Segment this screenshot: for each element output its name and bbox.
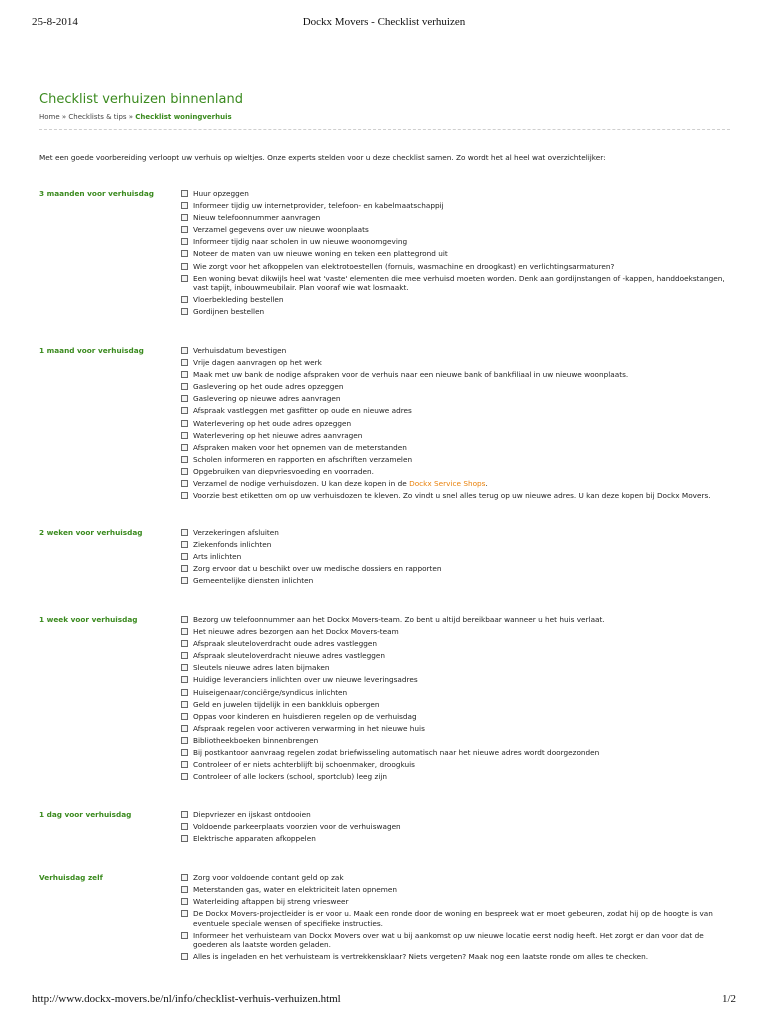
- checklist-item: [181, 651, 731, 661]
- section-heading: Verhuisdag zelf: [39, 873, 103, 882]
- checklist-item-label: Geld en juwelen tijdelijk in een bankkluis opbergen: [193, 699, 380, 709]
- checkbox-icon[interactable]: [181, 275, 188, 282]
- checklist-item: [181, 467, 731, 477]
- checklist-item-label: Controleer of er niets achterblijft bij schoenmaker, droogkuis: [193, 760, 415, 770]
- print-document-title: Dockx Movers - Checklist verhuizen: [302, 16, 466, 28]
- checkbox-icon[interactable]: [181, 444, 188, 451]
- checkbox-icon[interactable]: [181, 541, 188, 548]
- checklist-item: [181, 675, 731, 685]
- checklist-item: [181, 552, 731, 562]
- checklist-item: [181, 213, 731, 223]
- checklist-item-label: De Dockx Movers-projectleider is er voor u. Maak een ronde door de woning en bespreek wat er moet gebeuren, zodat hij op de hoogte is van eventuele speciale wensen of specifieke instructies.: [193, 909, 713, 928]
- checklist-item-label: Gaslevering op het oude adres opzeggen: [193, 382, 344, 392]
- checklist-item: [181, 639, 731, 649]
- checklist-item-label: Afspraak sleuteloverdracht oude adres vastleggen: [193, 639, 378, 649]
- breadcrumb-separator: »: [126, 113, 136, 121]
- checklist-item-label: Diepvriezer en ijskast ontdooien: [193, 810, 311, 819]
- checkbox-icon[interactable]: [181, 263, 188, 270]
- checklist-item: [181, 491, 731, 501]
- checkbox-icon[interactable]: [181, 529, 188, 536]
- checkbox-icon[interactable]: [181, 811, 188, 818]
- checklist-item: [181, 370, 731, 380]
- checklist-item-label: Meterstanden gas, water en elektriciteit laten opnemen: [193, 885, 397, 895]
- checkbox-icon[interactable]: [181, 628, 188, 635]
- checkbox-icon[interactable]: [181, 190, 188, 197]
- section-heading: 2 weken voor verhuisdag: [39, 528, 143, 537]
- dashed-divider: [39, 129, 730, 130]
- checklist-item: [181, 358, 731, 368]
- checklist-item-label: Informeer tijdig naar scholen in uw nieuwe woonomgeving: [193, 237, 408, 247]
- checklist-item: [181, 663, 731, 673]
- checklist-item-label: Bij postkantoor aanvraag regelen zodat briefwisseling automatisch naar het nieuwe adres wordt doorgezonden: [193, 748, 600, 758]
- checklist-item-label: Waterlevering op het oude adres opzeggen: [193, 418, 352, 428]
- breadcrumb-separator: »: [59, 113, 69, 121]
- checkbox-icon[interactable]: [181, 910, 188, 917]
- checklist-item: [181, 346, 731, 356]
- checkbox-icon[interactable]: [181, 420, 188, 427]
- checklist: [181, 189, 731, 319]
- checklist-item-label: Scholen informeren en rapporten en afschriften verzamelen: [193, 454, 413, 464]
- checklist: [181, 528, 731, 588]
- checkbox-icon[interactable]: [181, 456, 188, 463]
- checklist-item-label: Zorg ervoor dat u beschikt over uw medische dossiers en rapporten: [193, 564, 442, 574]
- checklist-item-label: Oppas voor kinderen en huisdieren regelen op de verhuisdag: [193, 711, 417, 721]
- link-suffix: .: [485, 479, 488, 489]
- checklist-item-label: Afspraak regelen voor activeren verwarming in het nieuwe huis: [193, 723, 425, 733]
- breadcrumb-home-link[interactable]: Home: [39, 113, 60, 121]
- section-heading: 3 maanden voor verhuisdag: [39, 189, 155, 198]
- checkbox-icon[interactable]: [181, 773, 188, 780]
- checklist-item-label: Vloerbekleding bestellen: [193, 295, 284, 305]
- checkbox-icon[interactable]: [181, 689, 188, 696]
- checklist-item-label: Huur opzeggen: [193, 189, 249, 198]
- checkbox-icon[interactable]: [181, 874, 188, 881]
- intro-text: Met een goede voorbereiding verloopt uw verhuis op wieltjes. Onze experts stelden voor u deze checklist samen. Zo wordt het al heel wat overzichtelijker:: [39, 153, 606, 162]
- checklist-item: [181, 295, 731, 305]
- checklist-item: [181, 810, 731, 820]
- checklist-item: [181, 307, 731, 317]
- checklist-item: [181, 225, 731, 235]
- checkbox-icon[interactable]: [181, 202, 188, 209]
- checkbox-icon[interactable]: [181, 565, 188, 572]
- checklist-item-label: Gordijnen bestellen: [193, 307, 265, 317]
- checklist-item-label: Verhuisdatum bevestigen: [193, 346, 287, 355]
- checklist-item: [181, 873, 731, 883]
- checklist-item: [181, 576, 731, 586]
- checklist: [181, 873, 731, 965]
- checklist-item-label: Voorzie best etiketten om op uw verhuisdozen te kleven. Zo vindt u snel alles terug op uw nieuwe adres. U kan deze kopen bij Dockx Movers.: [193, 491, 711, 501]
- checklist-item-label: Verzamel de nodige verhuisdozen. U kan deze kopen in de: [193, 479, 410, 489]
- checklist-item-label: Huiseigenaar/conciërge/syndicus inlichten: [193, 687, 348, 697]
- checklist-item: [181, 382, 731, 392]
- checklist-item-label: Alles is ingeladen en het verhuisteam is vertrekkensklaar? Niets vergeten? Maak nog een laatste ronde om alles te checken.: [193, 952, 649, 962]
- checklist-item-label: Bezorg uw telefoonnummer aan het Dockx Movers-team. Zo bent u altijd bereikbaar wanneer u het huis verlaat.: [193, 615, 605, 624]
- checklist: [181, 810, 731, 846]
- checkbox-icon[interactable]: [181, 725, 188, 732]
- checkbox-icon[interactable]: [181, 577, 188, 584]
- checklist-item: [181, 431, 731, 441]
- checkbox-icon[interactable]: [181, 238, 188, 245]
- checklist-item-label: Gemeentelijke diensten inlichten: [193, 576, 314, 586]
- checklist-item-label: Controleer of alle lockers (school, sportclub) leeg zijn: [193, 772, 388, 782]
- section-heading: 1 week voor verhuisdag: [39, 615, 138, 624]
- checkbox-icon[interactable]: [181, 432, 188, 439]
- checklist-item-label: Huidige leveranciers inlichten over uw nieuwe leveringsadres: [193, 675, 418, 685]
- checklist-item: [181, 834, 731, 844]
- checklist-item: [181, 748, 731, 758]
- checklist-item: [181, 443, 731, 453]
- checkbox-icon[interactable]: [181, 640, 188, 647]
- checklist-item: [181, 564, 731, 574]
- checklist-item: [181, 736, 731, 746]
- checklist-item: [181, 885, 731, 895]
- checklist-item: [181, 201, 731, 211]
- checkbox-icon[interactable]: [181, 296, 188, 303]
- breadcrumb-current: Checklist woningverhuis: [135, 113, 232, 121]
- checkbox-icon[interactable]: [181, 835, 188, 842]
- checklist-item: [181, 394, 731, 404]
- checklist-item: [181, 540, 731, 550]
- page-number: 1/2: [721, 993, 736, 1005]
- checkbox-icon[interactable]: [181, 761, 188, 768]
- checkbox-icon[interactable]: [181, 652, 188, 659]
- checkbox-icon[interactable]: [181, 407, 188, 414]
- checklist-item-label: Arts inlichten: [193, 552, 242, 562]
- checklist-item-label: Wie zorgt voor het afkoppelen van elektrotoestellen (fornuis, wasmachine en droogkast) en verlichtingsarmaturen?: [193, 261, 615, 271]
- checklist-item-label: Waterleiding aftappen bij streng vriesweer: [193, 897, 349, 907]
- checklist-item: [181, 249, 731, 259]
- checklist-item-label: Noteer de maten van uw nieuwe woning en teken een plattegrond uit: [193, 249, 448, 259]
- checklist-item: [181, 712, 731, 722]
- checkbox-icon[interactable]: [181, 616, 188, 623]
- checklist-item: [181, 615, 731, 625]
- breadcrumb-checklists-link[interactable]: Checklists & tips: [68, 113, 127, 121]
- checklist-item-label: Afspraken maken voor het opnemen van de meterstanden: [193, 442, 407, 452]
- checkbox-icon[interactable]: [181, 749, 188, 756]
- checklist-item-label: Informeer tijdig uw internetprovider, telefoon- en kabelmaatschappij: [193, 201, 444, 211]
- page-title: Checklist verhuizen binnenland: [39, 92, 243, 107]
- checkbox-icon[interactable]: [181, 226, 188, 233]
- checklist-item: [181, 931, 731, 950]
- checklist-item: [181, 724, 731, 734]
- checkbox-icon[interactable]: [181, 468, 188, 475]
- checkbox-icon[interactable]: [181, 480, 188, 487]
- checklist-item-label: Informeer het verhuisteam van Dockx Movers over wat u bij aankomst op uw nieuwe locatie eerst nodig heeft. Het zorgt er dan voor dat de goederen als laatste worden geladen.: [193, 930, 704, 950]
- checklist-item-label: Maak met uw bank de nodige afspraken voor de verhuis naar een nieuwe bank of bankfiliaal in uw nieuwe woonplaats.: [193, 370, 629, 380]
- checklist: [181, 615, 731, 784]
- checkbox-icon[interactable]: [181, 737, 188, 744]
- checklist-item-label: Ziekenfonds inlichten: [193, 540, 272, 550]
- checklist-item-label: Afspraak sleuteloverdracht nieuwe adres vastleggen: [193, 651, 386, 661]
- section-heading: 1 maand voor verhuisdag: [39, 346, 144, 355]
- checkbox-icon[interactable]: [181, 395, 188, 402]
- checklist-item: [181, 262, 731, 272]
- checklist-item-label: Elektrische apparaten afkoppelen: [193, 834, 316, 844]
- checklist-item: [181, 189, 731, 199]
- checklist-item-label: Het nieuwe adres bezorgen aan het Dockx Movers-team: [193, 627, 399, 637]
- checklist-item: [181, 455, 731, 465]
- checklist-item: [181, 772, 731, 782]
- checkbox-icon[interactable]: [181, 214, 188, 221]
- checklist-item: [181, 479, 731, 489]
- checklist-item: [181, 909, 731, 928]
- checklist-item: [181, 419, 731, 429]
- checkbox-icon[interactable]: [181, 347, 188, 354]
- checklist-item: [181, 274, 731, 293]
- print-url: http://www.dockx-movers.be/nl/info/checklist-verhuis-verhuizen.html: [32, 993, 341, 1005]
- service-shops-link[interactable]: Dockx Service Shops: [409, 479, 486, 489]
- section-heading: 1 dag voor verhuisdag: [39, 810, 132, 819]
- checklist-item-label: Voldoende parkeerplaats voorzien voor de verhuiswagen: [193, 822, 401, 832]
- print-date: 25-8-2014: [32, 16, 78, 28]
- checklist-item-label: Afspraak vastleggen met gasfitter op oude en nieuwe adres: [193, 406, 412, 416]
- checkbox-icon[interactable]: [181, 553, 188, 560]
- checklist-item: [181, 760, 731, 770]
- checklist: [181, 346, 731, 503]
- checklist-item: [181, 528, 731, 538]
- checkbox-icon[interactable]: [181, 701, 188, 708]
- checklist-item: [181, 952, 731, 962]
- checklist-item: [181, 700, 731, 710]
- checklist-item: [181, 688, 731, 698]
- checklist-item-label: Bibliotheekboeken binnenbrengen: [193, 735, 319, 745]
- checklist-item-label: Sleutels nieuwe adres laten bijmaken: [193, 663, 330, 673]
- checkbox-icon[interactable]: [181, 664, 188, 671]
- checkbox-icon[interactable]: [181, 823, 188, 830]
- checkbox-icon[interactable]: [181, 308, 188, 315]
- checkbox-icon[interactable]: [181, 383, 188, 390]
- checklist-item: [181, 627, 731, 637]
- checkbox-icon[interactable]: [181, 886, 188, 893]
- checkbox-icon[interactable]: [181, 359, 188, 366]
- checkbox-icon[interactable]: [181, 676, 188, 683]
- checklist-item: [181, 406, 731, 416]
- breadcrumb: [39, 113, 232, 121]
- checkbox-icon[interactable]: [181, 932, 188, 939]
- checkbox-icon[interactable]: [181, 713, 188, 720]
- checkbox-icon[interactable]: [181, 492, 188, 499]
- checklist-item-label: Nieuw telefoonnummer aanvragen: [193, 213, 321, 223]
- checklist-item-label: Zorg voor voldoende contant geld op zak: [193, 873, 344, 882]
- checkbox-icon[interactable]: [181, 250, 188, 257]
- checklist-item: [181, 897, 731, 907]
- print-header: [32, 16, 736, 30]
- checklist-item-label: Opgebruiken van diepvriesvoeding en voorraden.: [193, 466, 374, 476]
- print-footer: [32, 993, 736, 1007]
- checklist-item-label: Verzekeringen afsluiten: [193, 528, 279, 537]
- checklist-item: [181, 822, 731, 832]
- checklist-item-label: Waterlevering op het nieuwe adres aanvragen: [193, 430, 363, 440]
- checklist-item-label: Gaslevering op nieuwe adres aanvragen: [193, 394, 341, 404]
- checkbox-icon[interactable]: [181, 953, 188, 960]
- checklist-item: [181, 237, 731, 247]
- checkbox-icon[interactable]: [181, 898, 188, 905]
- checklist-item-label: Een woning bevat dikwijls heel wat 'vaste' elementen die mee verhuisd moeten worden. Denk aan gordijnstangen of -kappen, handdoekstangen, vast tapijt, inbouwmeubilair. Plan vooraf wie wat losmaakt.: [193, 273, 725, 293]
- checklist-item-label: Vrije dagen aanvragen op het werk: [193, 358, 322, 368]
- checkbox-icon[interactable]: [181, 371, 188, 378]
- checklist-item-label: Verzamel gegevens over uw nieuwe woonplaats: [193, 225, 369, 235]
